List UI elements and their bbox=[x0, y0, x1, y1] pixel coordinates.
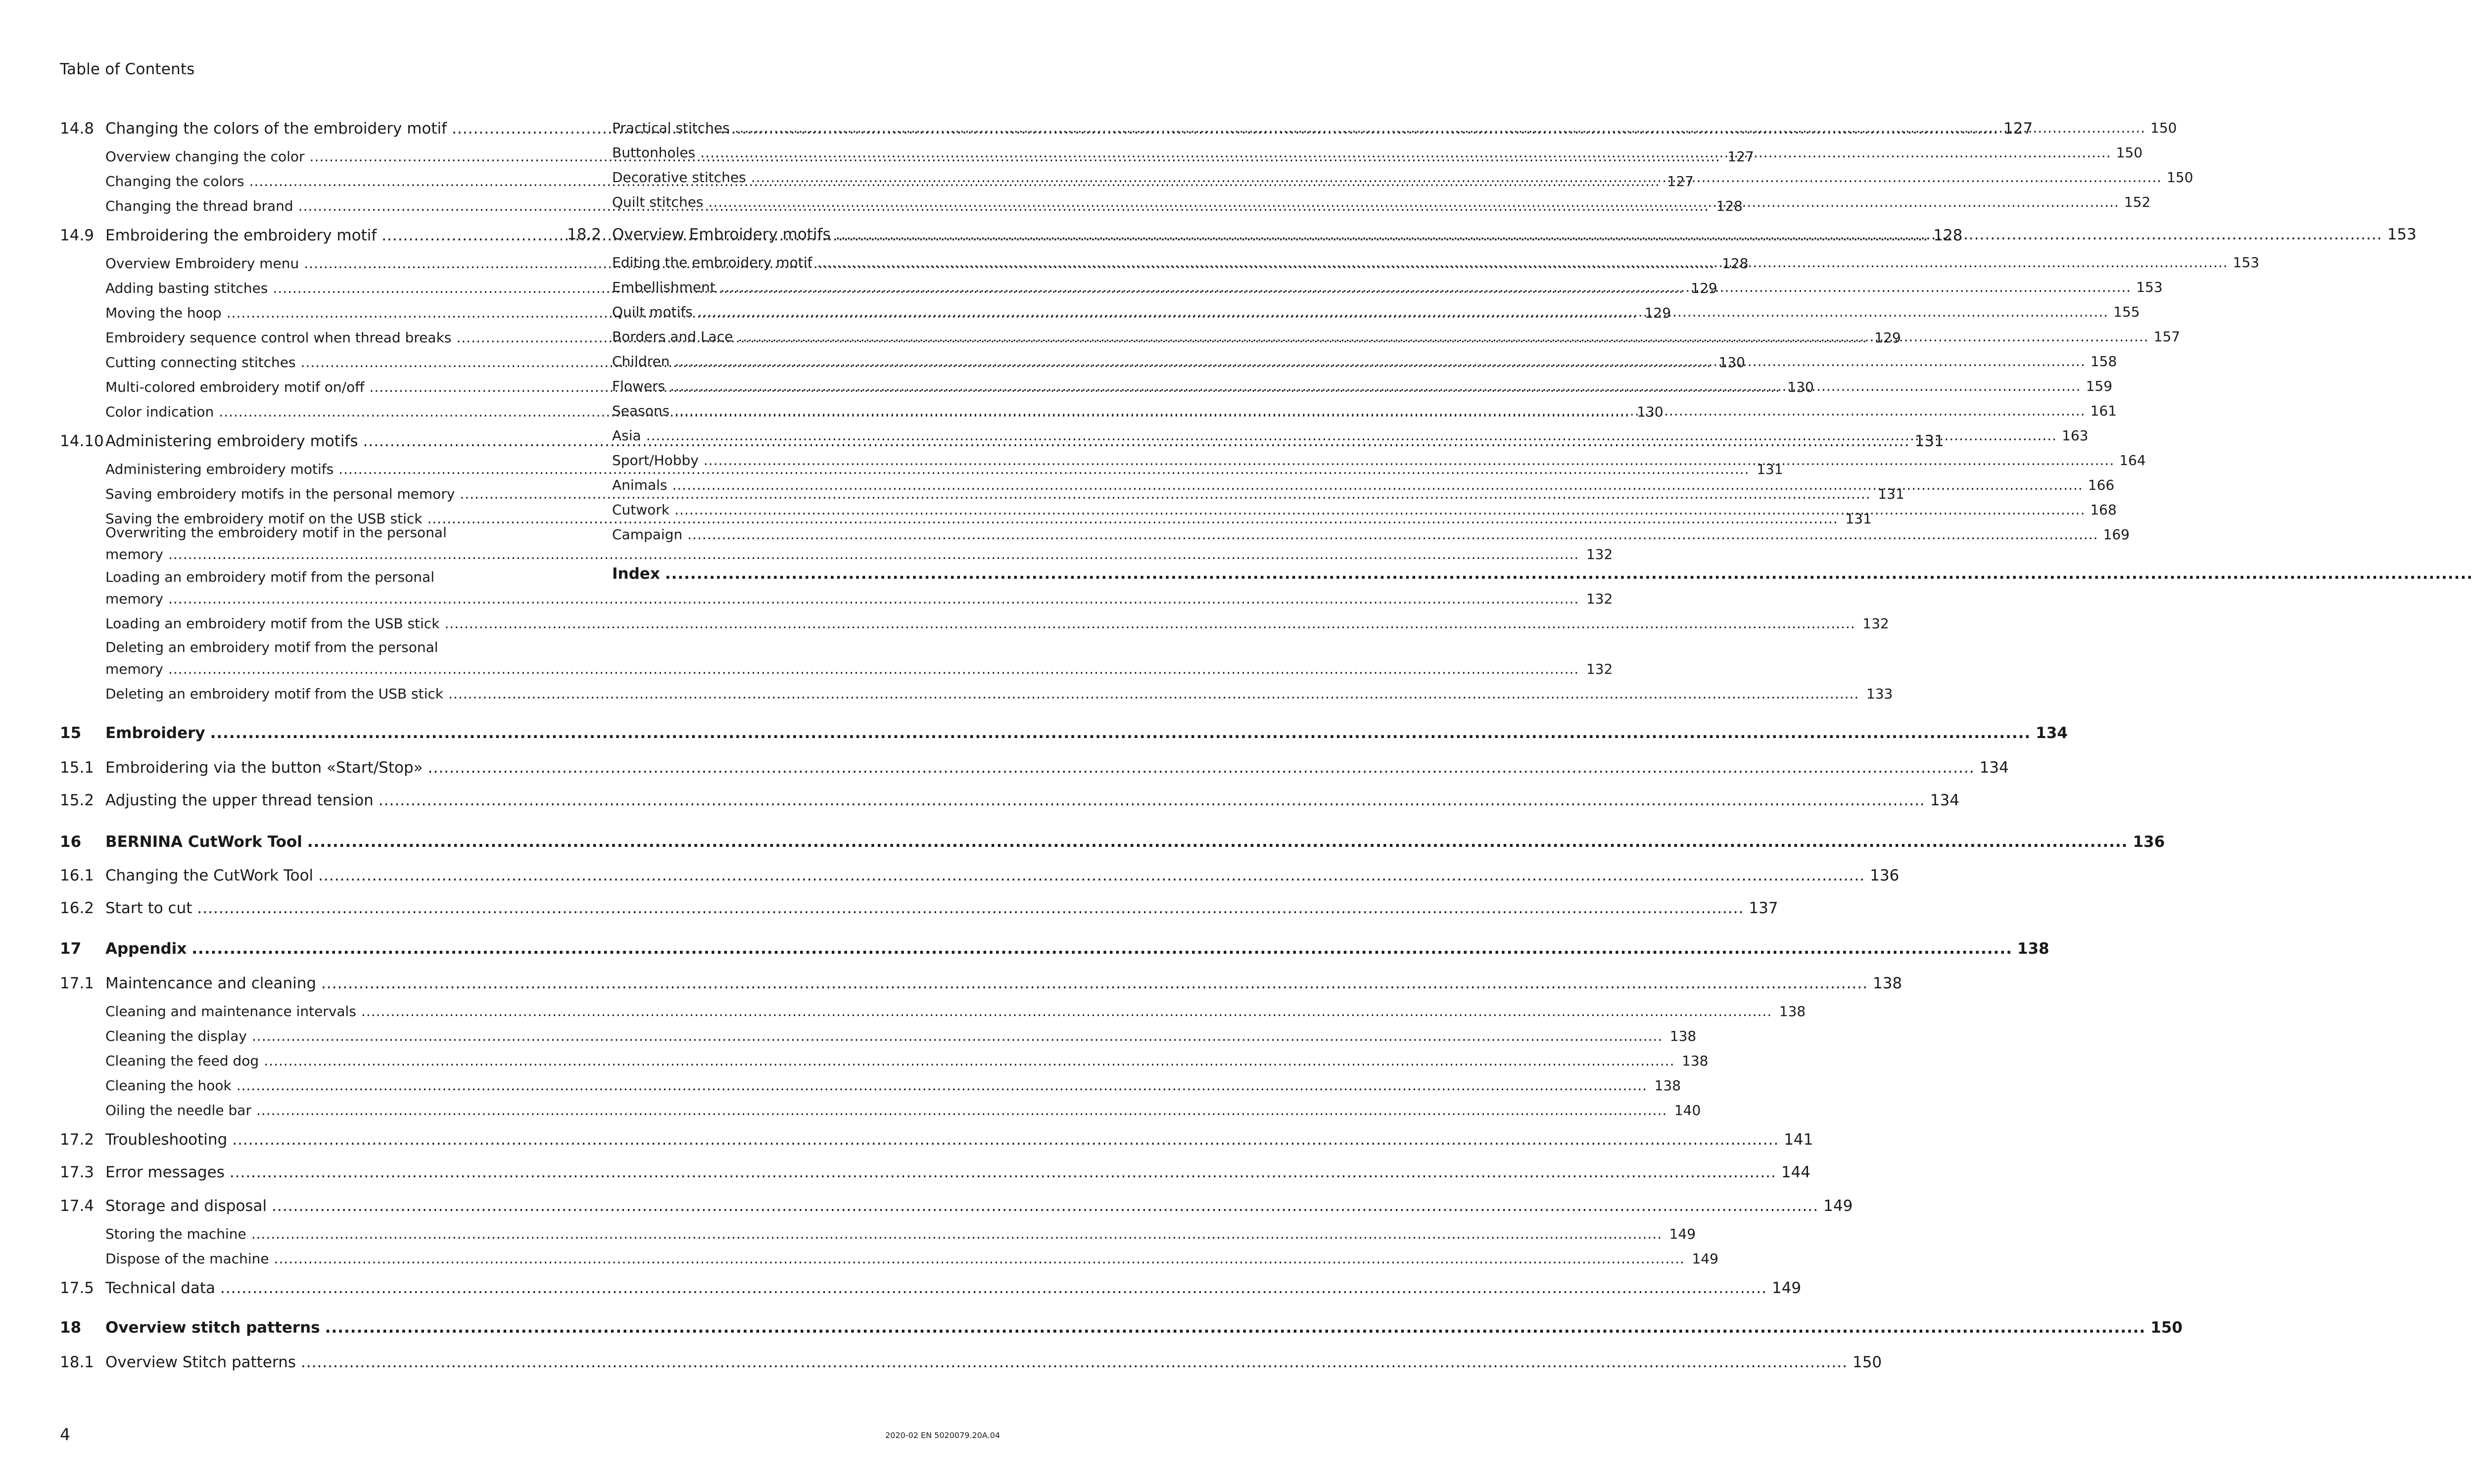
toc-leader-dots bbox=[168, 546, 1579, 562]
toc-entry-title: Cleaning and maintenance intervals bbox=[105, 1003, 356, 1020]
toc-entry[interactable] bbox=[60, 867, 1900, 884]
toc-entry-page: 138 bbox=[1669, 1028, 1697, 1044]
toc-entry-page: 157 bbox=[2153, 328, 2181, 345]
toc-entry-page: 137 bbox=[1749, 899, 1778, 917]
toc-entry[interactable] bbox=[60, 486, 1904, 502]
toc-entry-number: 18 bbox=[60, 1319, 82, 1337]
toc-leader-dots bbox=[168, 661, 1579, 677]
toc-entry-title: memory bbox=[105, 591, 163, 607]
toc-entry-page: 168 bbox=[2090, 502, 2117, 518]
toc-entry-title: BERNINA CutWork Tool bbox=[105, 833, 302, 851]
toc-entry-title: Embroidery bbox=[105, 724, 205, 742]
toc-entry-page: 134 bbox=[1979, 759, 2009, 777]
toc-leader-dots bbox=[428, 759, 1975, 777]
toc-leader-dots bbox=[735, 120, 2145, 136]
toc-leader-dots bbox=[836, 226, 2382, 243]
toc-leader-dots bbox=[252, 1028, 1663, 1044]
toc-entry-page: 127 bbox=[1667, 173, 1694, 189]
toc-entry-title: Loading an embroidery motif from the USB stick bbox=[105, 615, 440, 632]
toc-entry-number: 16.1 bbox=[60, 867, 95, 884]
toc-entry[interactable] bbox=[60, 1131, 1813, 1149]
toc-entry[interactable] bbox=[60, 791, 1959, 809]
toc-entry-page: 149 bbox=[1669, 1226, 1696, 1242]
toc-entry-page: 128 bbox=[1716, 198, 1743, 214]
toc-entry-page: 140 bbox=[1674, 1102, 1701, 1118]
toc-entry-title: Saving embroidery motifs in the personal memory bbox=[105, 486, 455, 502]
toc-entry-title: Buttonholes bbox=[612, 144, 696, 161]
toc-entry-title: Technical data bbox=[105, 1279, 216, 1297]
toc-entry[interactable] bbox=[60, 974, 1903, 992]
toc-entry-page: 149 bbox=[1823, 1197, 1853, 1215]
toc-entry-title: Flowers bbox=[612, 378, 666, 394]
toc-entry-page: 129 bbox=[1691, 280, 1717, 296]
page-header-title: Table of Contents bbox=[60, 60, 195, 78]
toc-entry-title: Saving the embroidery motif on the USB stick bbox=[105, 510, 423, 527]
toc-entry-title: Storage and disposal bbox=[105, 1197, 267, 1215]
toc-entry-page: 159 bbox=[2086, 378, 2113, 394]
toc-entry-title: Sport/Hobby bbox=[612, 452, 699, 468]
toc-entry-page: 150 bbox=[2167, 169, 2193, 186]
toc-entry[interactable] bbox=[60, 1003, 1806, 1020]
toc-leader-dots bbox=[210, 724, 2031, 742]
toc-entry-title: Administering embroidery motifs bbox=[105, 432, 358, 450]
toc-entry-number: 15 bbox=[60, 724, 82, 742]
toc-leader-dots bbox=[709, 194, 2119, 210]
toc-entry[interactable] bbox=[60, 591, 1613, 607]
toc-entry[interactable] bbox=[60, 686, 1893, 702]
toc-entry-number: 17.5 bbox=[60, 1279, 95, 1297]
toc-entry-title: Start to cut bbox=[105, 899, 192, 917]
toc-entry-line: Deleting an embroidery motif from the personal bbox=[105, 639, 438, 655]
toc-entry-line: Overwriting the embroidery motif in the personal bbox=[105, 524, 447, 541]
toc-entry-title: Adjusting the upper thread tension bbox=[105, 791, 374, 809]
toc-entry-title: Overview changing the color bbox=[105, 148, 305, 165]
toc-leader-dots bbox=[675, 353, 2086, 370]
toc-entry[interactable] bbox=[60, 661, 1613, 677]
toc-entry-number: 16 bbox=[60, 833, 82, 851]
toc-entry-title: Decorative stitches bbox=[612, 169, 746, 186]
toc-entry[interactable] bbox=[60, 940, 2049, 958]
toc-entry-title: Cutting connecting stitches bbox=[105, 354, 296, 371]
toc-entry-title: Asia bbox=[612, 427, 641, 444]
toc-entry-title: Embroidering the embroidery motif bbox=[105, 227, 377, 244]
toc-entry[interactable] bbox=[60, 759, 2009, 777]
toc-entry-title: Embroidering via the button «Start/Stop» bbox=[105, 759, 423, 777]
toc-entry[interactable] bbox=[60, 1319, 2183, 1337]
toc-leader-dots bbox=[237, 1077, 1647, 1094]
toc-entry-page: 141 bbox=[1784, 1131, 1813, 1149]
toc-leader-dots bbox=[670, 378, 2081, 394]
toc-leader-dots bbox=[264, 1053, 1674, 1069]
toc-leader-dots bbox=[307, 833, 2128, 851]
toc-leader-dots bbox=[232, 1131, 1779, 1149]
toc-leader-dots bbox=[168, 591, 1579, 607]
toc-entry-page: 136 bbox=[1870, 867, 1900, 884]
toc-entry[interactable] bbox=[60, 899, 1778, 917]
toc-entry[interactable] bbox=[60, 1226, 1696, 1242]
toc-entry-number: 15.2 bbox=[60, 791, 95, 809]
toc-entry-title: Embellishment bbox=[612, 279, 715, 295]
toc-entry-title: Changing the colors bbox=[105, 173, 244, 189]
toc-entry-page: 132 bbox=[1586, 591, 1613, 607]
toc-entry-title: Adding basting stitches bbox=[105, 280, 268, 296]
toc-entry-page: 130 bbox=[1637, 404, 1664, 420]
toc-entry-page: 130 bbox=[1787, 379, 1814, 395]
toc-entry-title: Changing the thread brand bbox=[105, 198, 293, 214]
toc-entry-title: Editing the embroidery motif bbox=[612, 254, 812, 271]
toc-entry-page: 150 bbox=[2150, 1319, 2183, 1337]
toc-leader-dots bbox=[751, 169, 2162, 186]
toc-entry-title: Appendix bbox=[105, 940, 187, 958]
toc-entry-title: Cutwork bbox=[612, 502, 670, 518]
toc-entry-number: 14.10 bbox=[60, 432, 104, 450]
toc-entry-page: 130 bbox=[1718, 354, 1745, 371]
toc-leader-dots bbox=[448, 686, 1859, 702]
toc-entry-number: 17.4 bbox=[60, 1197, 95, 1215]
toc-entry-page: 132 bbox=[1586, 546, 1613, 562]
toc-entry-title: Children bbox=[612, 353, 670, 370]
toc-entry-page: 149 bbox=[1771, 1279, 1802, 1297]
toc-leader-dots bbox=[256, 1102, 1667, 1118]
toc-entry-page: 132 bbox=[1862, 615, 1889, 632]
toc-leader-dots bbox=[646, 427, 2057, 444]
toc-entry-title: Overview Embroidery motifs bbox=[612, 226, 831, 243]
toc-entry-title: Animals bbox=[612, 477, 667, 493]
toc-entry-title: Cleaning the hook bbox=[105, 1077, 232, 1094]
toc-leader-dots bbox=[700, 144, 2111, 161]
toc-leader-dots bbox=[738, 328, 2148, 345]
toc-entry-title: Administering embroidery motifs bbox=[105, 461, 334, 477]
toc-entry-page: 163 bbox=[2062, 427, 2089, 444]
toc-entry-page: 150 bbox=[2150, 120, 2177, 136]
toc-entry-title: Maintencance and cleaning bbox=[105, 974, 317, 992]
toc-entry[interactable] bbox=[60, 615, 1889, 632]
toc-entry-page: 138 bbox=[2017, 940, 2049, 958]
toc-entry-line: Loading an embroidery motif from the personal bbox=[105, 569, 434, 585]
toc-entry-title: Error messages bbox=[105, 1163, 225, 1181]
toc-entry[interactable] bbox=[567, 477, 2115, 493]
toc-entry-title: Dispose of the machine bbox=[105, 1251, 269, 1267]
toc-entry-page: 136 bbox=[2133, 833, 2165, 851]
toc-entry-number: 17.2 bbox=[60, 1131, 95, 1149]
toc-entry[interactable] bbox=[567, 526, 2130, 543]
toc-leader-dots bbox=[274, 1251, 1685, 1267]
toc-entry[interactable] bbox=[60, 1279, 1802, 1297]
toc-entry-page: 155 bbox=[2113, 304, 2140, 320]
toc-entry[interactable] bbox=[60, 1102, 1701, 1118]
toc-entry[interactable] bbox=[60, 1251, 1718, 1267]
toc-leader-dots bbox=[361, 1003, 1772, 1020]
toc-entry[interactable] bbox=[60, 1163, 1811, 1181]
toc-entry-title: Cleaning the display bbox=[105, 1028, 247, 1044]
toc-entry[interactable] bbox=[60, 1053, 1709, 1069]
toc-leader-dots bbox=[817, 254, 2228, 271]
toc-leader-dots bbox=[720, 279, 2131, 295]
toc-entry-page: 128 bbox=[1933, 227, 1963, 244]
toc-entry-title: Seasons bbox=[612, 403, 670, 419]
toc-entry[interactable] bbox=[567, 502, 2117, 518]
toc-entry-page: 129 bbox=[1874, 329, 1901, 346]
toc-leader-dots bbox=[687, 526, 2098, 543]
toc-entry-title: Troubleshooting bbox=[105, 1131, 228, 1149]
toc-entry[interactable] bbox=[60, 461, 1783, 477]
toc-entry-number: 14.8 bbox=[60, 120, 95, 138]
toc-leader-dots bbox=[704, 452, 2114, 468]
toc-entry-page: 138 bbox=[1872, 974, 1903, 992]
toc-entry-number: 17 bbox=[60, 940, 82, 958]
toc-entry-page: 158 bbox=[2090, 353, 2117, 370]
toc-entry-title: Cleaning the feed dog bbox=[105, 1053, 259, 1069]
toc-leader-dots bbox=[230, 1163, 1776, 1181]
toc-entry-title: memory bbox=[105, 546, 163, 562]
toc-entry-page: 129 bbox=[1644, 305, 1671, 321]
toc-entry-page: 127 bbox=[1727, 148, 1754, 165]
toc-entry-title: Multi-colored embroidery motif on/off bbox=[105, 379, 365, 395]
toc-entry[interactable] bbox=[60, 546, 1613, 562]
toc-entry-page: 134 bbox=[1930, 791, 1959, 809]
toc-entry-title: Embroidery sequence control when thread breaks bbox=[105, 329, 452, 346]
toc-entry-page: 131 bbox=[1878, 486, 1904, 502]
toc-leader-dots bbox=[321, 974, 1868, 992]
toc-entry-title: Overview Embroidery menu bbox=[105, 255, 299, 272]
toc-entry-page: 131 bbox=[1845, 510, 1872, 527]
toc-entry-title: Campaign bbox=[612, 526, 683, 543]
toc-entry-number: 15.1 bbox=[60, 759, 95, 777]
toc-leader-dots bbox=[191, 940, 2012, 958]
toc-leader-dots bbox=[672, 477, 2083, 493]
toc-entry[interactable] bbox=[60, 1077, 1681, 1094]
toc-entry-page: 169 bbox=[2103, 526, 2130, 543]
toc-leader-dots bbox=[674, 502, 2085, 518]
toc-entry-page: 138 bbox=[1654, 1077, 1681, 1094]
toc-entry-title: Quilt stitches bbox=[612, 194, 704, 210]
toc-leader-dots bbox=[665, 565, 2474, 583]
toc-entry-title: Borders and Lace bbox=[612, 328, 733, 345]
toc-entry-title: Oiling the needle bar bbox=[105, 1102, 251, 1118]
toc-entry-page: 153 bbox=[2233, 254, 2260, 271]
toc-entry-number: 16.2 bbox=[60, 899, 95, 917]
toc-entry-page: 161 bbox=[2090, 403, 2117, 419]
toc-leader-dots bbox=[197, 899, 1744, 917]
toc-entry-number: 17.1 bbox=[60, 974, 95, 992]
toc-leader-dots bbox=[301, 1353, 1848, 1371]
toc-entry-title: Moving the hoop bbox=[105, 305, 222, 321]
toc-leader-dots bbox=[444, 615, 1855, 632]
toc-entry-page: 150 bbox=[1852, 1353, 1882, 1371]
toc-entry-title: Quilt motifs bbox=[612, 304, 693, 320]
toc-entry-number: 17.3 bbox=[60, 1163, 95, 1181]
toc-entry[interactable] bbox=[567, 452, 2146, 468]
page-number: 4 bbox=[60, 1425, 70, 1444]
toc-entry-page: 152 bbox=[2124, 194, 2151, 210]
toc-entry[interactable] bbox=[60, 724, 2068, 742]
toc-entry-title: Overview stitch patterns bbox=[105, 1319, 320, 1337]
toc-entry[interactable] bbox=[60, 1028, 1697, 1044]
toc-leader-dots bbox=[220, 1279, 1767, 1297]
toc-entry-page: 144 bbox=[1781, 1163, 1811, 1181]
toc-entry-number: 18.2 bbox=[567, 226, 602, 243]
toc-leader-dots bbox=[674, 403, 2085, 419]
toc-entry-number: 14.9 bbox=[60, 227, 95, 244]
toc-entry-title: Color indication bbox=[105, 404, 214, 420]
toc-entry-page: 128 bbox=[1722, 255, 1749, 272]
toc-entry-page: 131 bbox=[1914, 432, 1944, 450]
toc-entry-page: 149 bbox=[1692, 1251, 1718, 1267]
toc-entry-title: memory bbox=[105, 661, 163, 677]
toc-entry-page: 164 bbox=[2119, 452, 2146, 468]
toc-entry-page: 138 bbox=[1682, 1053, 1709, 1069]
document-code: 2020-02 EN 5020079.20A.04 bbox=[885, 1431, 1000, 1440]
toc-entry-page: 153 bbox=[2387, 226, 2417, 243]
toc-entry[interactable] bbox=[60, 1197, 1853, 1215]
toc-entry-page: 127 bbox=[2003, 120, 2033, 138]
toc-entry-page: 134 bbox=[2036, 724, 2068, 742]
toc-entry-title: Practical stitches bbox=[612, 120, 730, 136]
toc-leader-dots bbox=[251, 1226, 1662, 1242]
toc-entry-title: Deleting an embroidery motif from the USB stick bbox=[105, 686, 444, 702]
toc-leader-dots bbox=[325, 1319, 2146, 1337]
toc-leader-dots bbox=[698, 304, 2108, 320]
toc-entry-number: 18.1 bbox=[60, 1353, 95, 1371]
toc-entry[interactable] bbox=[567, 565, 1000, 583]
toc-entry-page: 132 bbox=[1586, 661, 1613, 677]
toc-leader-dots bbox=[379, 791, 1925, 809]
toc-entry-title: Overview Stitch patterns bbox=[105, 1353, 296, 1371]
toc-entry[interactable] bbox=[60, 1353, 1882, 1371]
toc-entry-title: Index bbox=[612, 565, 660, 583]
toc-entry-page: 153 bbox=[2136, 279, 2163, 295]
toc-entry-title: Storing the machine bbox=[105, 1226, 246, 1242]
toc-entry-page: 133 bbox=[1866, 686, 1893, 702]
toc-entry-page: 131 bbox=[1757, 461, 1783, 477]
toc-entry-title: Changing the colors of the embroidery motif bbox=[105, 120, 447, 138]
toc-entry-page: 138 bbox=[1779, 1003, 1806, 1020]
toc-entry-title: Changing the CutWork Tool bbox=[105, 867, 314, 884]
toc-entry-page: 150 bbox=[2116, 144, 2143, 161]
toc-leader-dots bbox=[318, 867, 1865, 884]
toc-entry-page: 166 bbox=[2088, 477, 2115, 493]
toc-entry[interactable] bbox=[60, 833, 2165, 851]
toc-leader-dots bbox=[272, 1197, 1818, 1215]
